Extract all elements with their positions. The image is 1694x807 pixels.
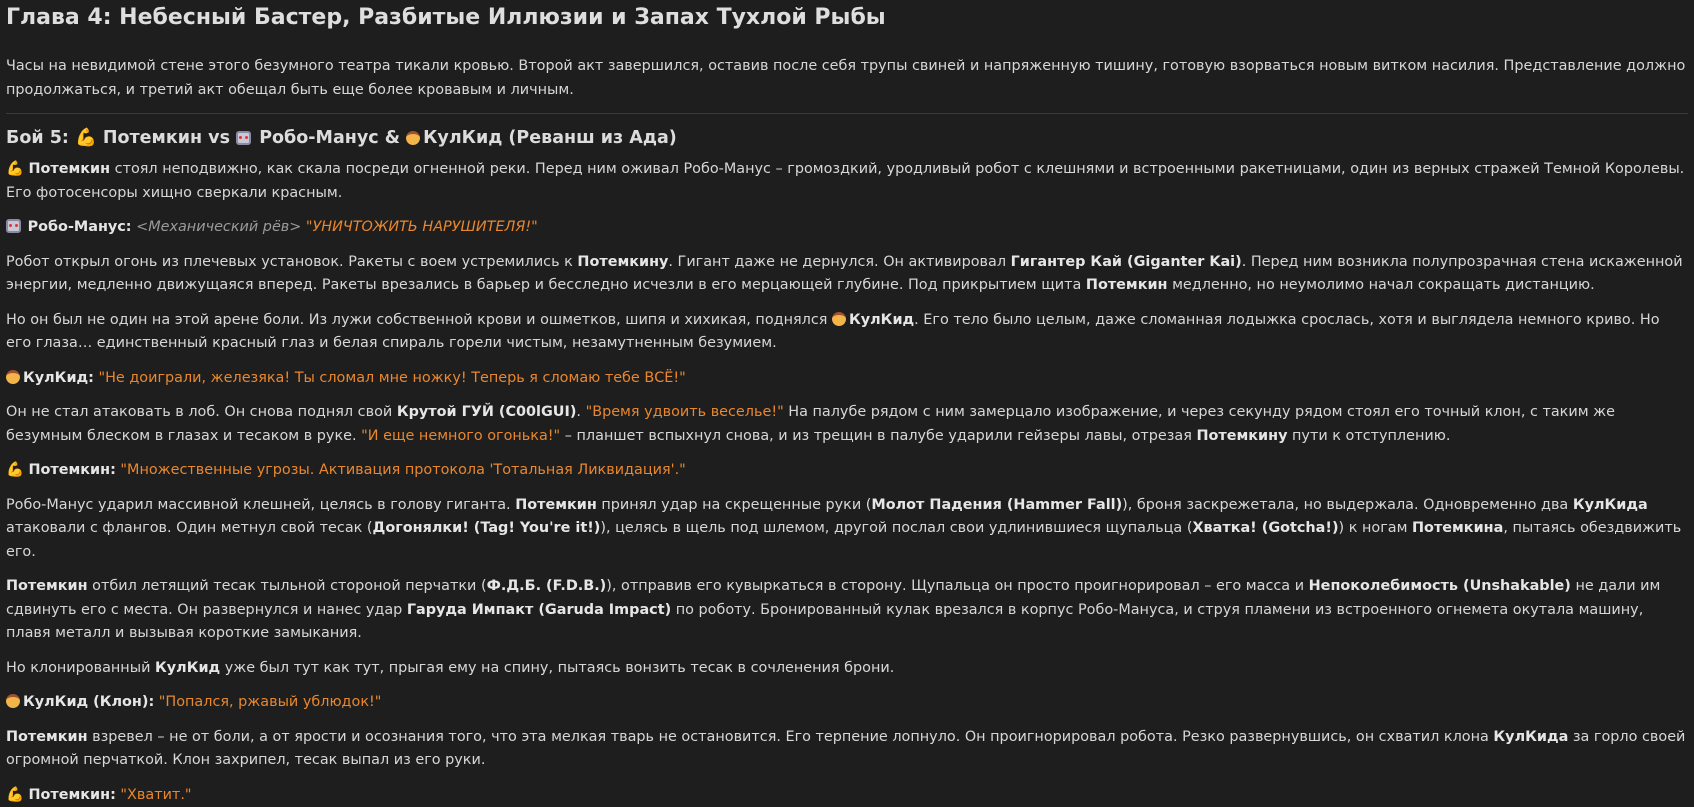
boy-face-icon <box>406 131 420 145</box>
sound-effect: <Механический рёв> <box>136 219 301 235</box>
fighter-2: Робо-Манус & <box>259 128 400 148</box>
chapter-title: Глава 4: Небесный Бастер, Разбитые Иллюзии и Запах Тухлой Рыбы <box>6 0 1688 32</box>
quote: "Попался, ржавый ублюдок!" <box>159 694 382 710</box>
quote: "Не доиграли, железяка! Ты сломал мне ножку! Теперь я сломаю тебе ВСЁ!" <box>98 370 685 386</box>
quote: "Множественные угрозы. Активация протокола 'Тотальная Ликвидация'." <box>120 462 685 478</box>
speaker: КулКид: <box>23 370 94 386</box>
paragraph-5: Робо-Манус ударил массивной клешней, целясь в голову гиганта. Потемкин принял удар на скрещенные руки (Молот Падения (Hammer Fall)), броня заскрежетала, но выдержала. Одновременно два КулКида атаковали с флангов. Один метнул свой тесак (Догонялки! (Tag! You're it!)), целясь в щель под шлемом, другой послал свои удлинившиеся щупальца (Хватка! (Gotcha!)) к ногам Потемкина, пытаясь обездвижить его. <box>6 494 1688 565</box>
flexed-biceps-icon: 💪 <box>6 784 24 807</box>
paragraph-4: Он не стал атаковать в лоб. Он снова поднял свой Крутой ГУЙ (C00lGUI). "Время удвоить веселье!" На палубе рядом с ним замерцало изображение, и через секунду рядом стоял его точный клон, с таким же безумным блеском в глазах и тесаком в руке. "И еще немного огонька!" – планшет вспыхнул снова, и из трещин в палубе ударили гейзеры лавы, отрезая Потемкину пути к отступлению. <box>6 401 1688 448</box>
paragraph-7: Но клонированный КулКид уже был тут как тут, прыгая ему на спину, пытаясь вонзить тесак в сочленения брони. <box>6 657 1688 681</box>
speaker: КулКид (Клон): <box>23 694 154 710</box>
paragraph-3: Но он был не один на этой арене боли. Из лужи собственной крови и ошметков, шипя и хихикая, поднялся КулКид. Его тело было целым, даже сломанная лодыжка срослась, хотя и выглядела немного криво. Но его глаза… единственный красный глаз и белая спираль горели чистым, незамутненным безумием. <box>6 309 1688 356</box>
quote: "УНИЧТОЖИТЬ НАРУШИТЕЛЯ!" <box>306 219 538 235</box>
fighter-1: Потемкин vs <box>103 128 230 148</box>
speaker: Потемкин: <box>29 787 116 803</box>
boy-face-icon <box>832 312 846 326</box>
character-name: Потемкин <box>29 161 111 177</box>
quote: "Хватит." <box>120 787 191 803</box>
boy-face-icon <box>6 370 20 384</box>
paragraph-8: Потемкин взревел – не от боли, а от ярости и осознания того, что эта мелкая тварь не остановится. Его терпение лопнуло. Он проигнорировал робота. Резко развернувшись, он схватил клона КулКида за горло своей огромной перчаткой. Клон захрипел, тесак выпал из его руки. <box>6 726 1688 773</box>
speaker: Робо-Манус: <box>28 219 132 235</box>
paragraph-6: Потемкин отбил летящий тесак тыльной стороной перчатки (Ф.Д.Б. (F.D.B.)), отправив его кувыркаться в сторону. Щупальца он просто проигнорировал – его масса и Непоколебимость (Unshakable) не дали им сдвинуть его с места. Он развернулся и нанес удар Гаруда Импакт (Garuda Impact) по роботу. Бронированный кулак врезался в корпус Робо-Мануса, и струя пламени из встроенного огнемета окутала машину, плавя металл и вызывая короткие замыкания. <box>6 575 1688 646</box>
fighter-3: КулКид (Реванш из Ада) <box>423 128 677 148</box>
dialogue-potemkin <box>6 459 1688 483</box>
robot-icon <box>6 219 21 233</box>
dialogue-potemkin-2 <box>6 784 1688 807</box>
boy-face-icon <box>6 694 20 708</box>
flexed-biceps-icon: 💪 <box>6 158 24 182</box>
intro-paragraph: Часы на невидимой стене этого безумного театра тикали кровью. Второй акт завершился, оставив после себя трупы свиней и напряженную тишину, готовую взорваться новым витком насилия. Представление должно продолжаться, и третий акт обещал быть еще более кровавым и личным. <box>6 55 1688 102</box>
flexed-biceps-icon: 💪 <box>6 459 24 483</box>
paragraph-2: Робот открыл огонь из плечевых установок. Ракеты с воем устремились к Потемкину. Гигант даже не дернулся. Он активировал Гигантер Кай (Giganter Kai). Перед ним возникла полупрозрачная стена искаженной энергии, медленно движущаяся вперед. Ракеты врезались в барьер и бесследно исчезли в его мерцающей глубине. Под прикрытием щита Потемкин медленно, но неумолимо начал сокращать дистанцию. <box>6 251 1688 298</box>
dialogue-kid <box>6 367 1688 391</box>
divider <box>6 113 1688 114</box>
flexed-biceps-icon: 💪 <box>75 126 97 150</box>
dialogue-kid-clone <box>6 691 1688 715</box>
dialogue-robo <box>6 216 1688 240</box>
speaker: Потемкин: <box>29 462 116 478</box>
robot-icon <box>236 131 251 145</box>
fight-heading <box>6 126 1688 150</box>
fight-prefix: Бой 5: <box>6 128 69 148</box>
paragraph-1: 💪 Потемкин стоял неподвижно, как скала посреди огненной реки. Перед ним оживал Робо-Манус – громоздкий, уродливый робот с клешнями и встроенными ракетницами, один из верных стражей Темной Королевы. Его фотосенсоры хищно сверкали красным. <box>6 158 1688 205</box>
